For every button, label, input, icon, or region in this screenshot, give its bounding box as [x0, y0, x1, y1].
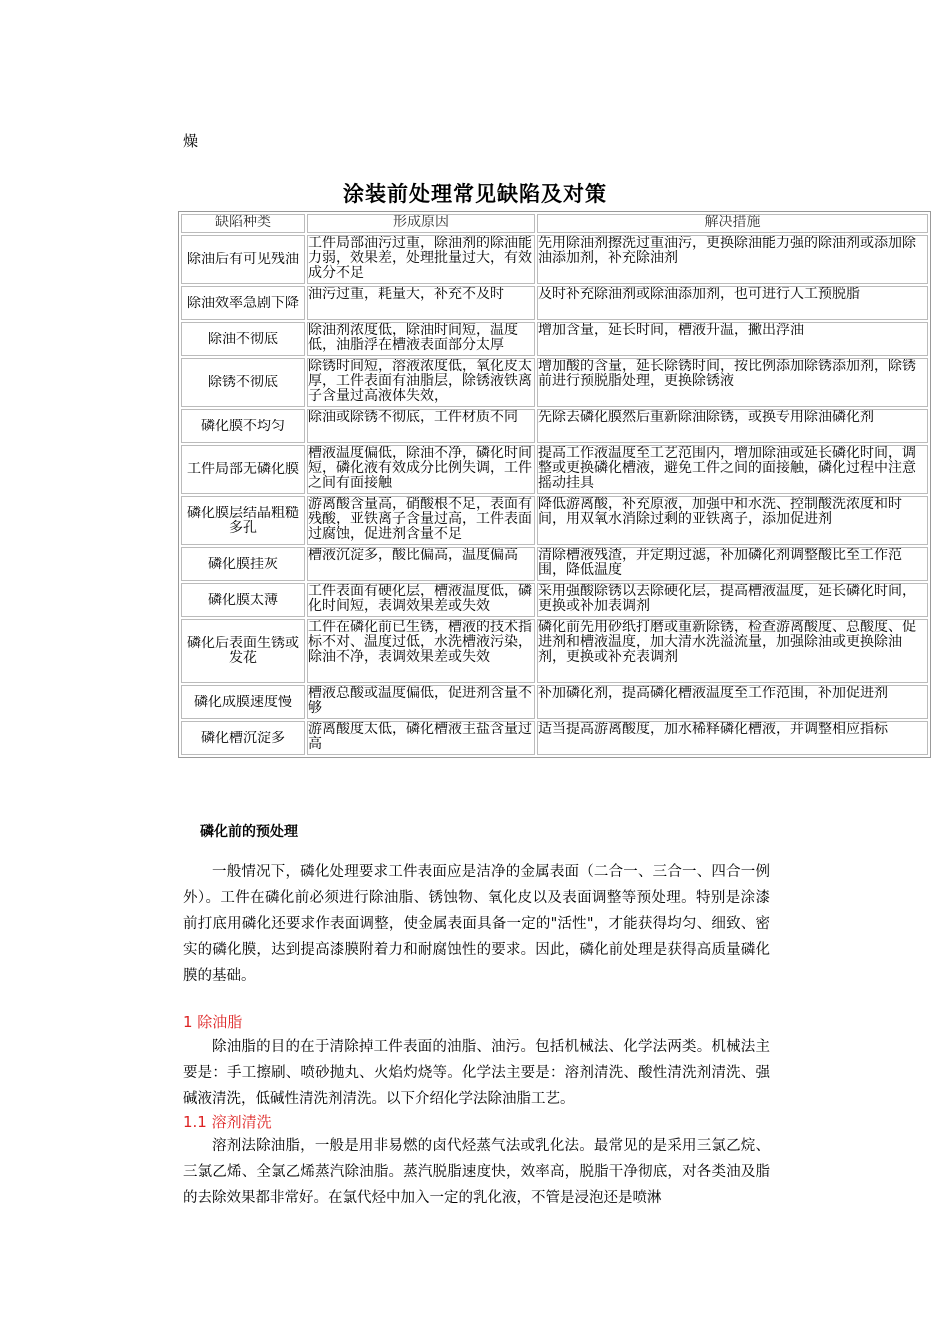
- defect-cell: [181, 583, 305, 617]
- cause-cell-text: 油污过重，耗量大，补充不及时: [308, 287, 504, 302]
- cause-cell: [307, 322, 535, 356]
- defect-cell-text: 磷化膜挂灰: [208, 556, 278, 572]
- fix-cell: [537, 322, 928, 356]
- cause-cell: [307, 235, 535, 284]
- table-row: [181, 496, 928, 545]
- table-row: [181, 547, 928, 581]
- fix-cell-text: 降低游离酸，补充原液，加强中和水洗、控制酸洗浓度和时间，用双氧水消除过剩的亚铁离子，添加促进剂: [538, 497, 902, 527]
- header-cause: 形成原因: [307, 214, 535, 233]
- cause-cell-text: 除油剂浓度低，除油时间短，温度低，油脂浮在槽液表面部分太厚: [308, 323, 518, 353]
- cause-cell-text: 游离酸度太低，磷化槽液主盐含量过高: [308, 722, 532, 752]
- fix-cell-text: 先用除油剂擦洗过重油污，更换除油能力强的除油剂或添加除油添加剂，补充除油剂: [538, 236, 916, 266]
- fix-cell: [537, 685, 928, 719]
- cause-cell: [307, 445, 535, 494]
- table-row: [181, 685, 928, 719]
- fix-cell: [537, 286, 928, 320]
- cause-cell: [307, 409, 535, 443]
- cause-cell: [307, 685, 535, 719]
- fix-cell-text: 提高工作液温度至工艺范围内，增加除油或延长磷化时间，调整或更换磷化槽液，避免工件之间的面接触，磷化过程中注意摇动挂具: [538, 446, 916, 491]
- cause-cell: [307, 358, 535, 407]
- cause-cell: [307, 619, 535, 683]
- table-row: [181, 409, 928, 443]
- paragraph-solvent-cleaning: 溶剂法除油脂，一般是用非易燃的卤代烃蒸气法或乳化法。最常见的是采用三氯乙烷、三氯乙烯、全氯乙烯蒸汽除油脂。蒸汽脱脂速度快，效率高，脱脂干净彻底，对各类油及脂的去除效果都非常好。在氯代烃中加入一定的乳化液，不管是浸泡还是喷淋: [183, 1138, 770, 1206]
- cause-cell: [307, 496, 535, 545]
- defect-cell: [181, 547, 305, 581]
- fix-cell-text: 及时补充除油剂或除油添加剂，也可进行人工预脱脂: [538, 287, 860, 302]
- cause-cell: [307, 721, 535, 755]
- cause-cell-text: 除油或除锈不彻底，工件材质不同: [308, 410, 518, 425]
- cause-cell-text: 工件局部油污过重，除油剂的除油能力弱，效果差，处理批量过大，有效成分不足: [308, 236, 532, 281]
- table-row: [181, 358, 928, 407]
- defect-cell-text: 磷化成膜速度慢: [194, 694, 292, 710]
- fix-cell-text: 增加含量，延长时间，槽液升温，撇出浮油: [538, 323, 804, 338]
- table-row: [181, 445, 928, 494]
- fix-cell: [537, 583, 928, 617]
- table-row: [181, 235, 928, 284]
- fix-cell: [537, 409, 928, 443]
- cause-cell-text: 槽液温度偏低，除油不净，磷化时间短，磷化液有效成分比例失调，工件之间有面接触: [308, 446, 532, 491]
- fix-cell-text: 采用强酸除锈以去除硬化层，提高槽液温度，延长磷化时间，更换或补加表调剂: [538, 584, 916, 614]
- table-title: 涂装前处理常见缺陷及对策: [343, 181, 607, 206]
- fix-cell: [537, 235, 928, 284]
- paragraph-degreasing: 除油脂的目的在于清除掉工件表面的油脂、油污。包括机械法、化学法两类。机械法主要是：手工擦刷、喷砂抛丸、火焰灼烧等。化学法主要是：溶剂清洗、酸性清洗剂清洗、强碱液清洗，低碱性清洗剂清洗。以下介绍化学法除油脂工艺。: [183, 1039, 770, 1107]
- table-row: [181, 583, 928, 617]
- header-defect: 缺陷种类: [181, 214, 305, 233]
- heading-degreasing: 1 除油脂: [183, 1013, 243, 1031]
- defect-cell: [181, 235, 305, 284]
- intro-paragraph: 一般情况下，磷化处理要求工件表面应是洁净的金属表面（二合一、三合一、四合一例外）。工件在磷化前必须进行除油脂、锈蚀物、氧化皮以及表面调整等预处理。特别是涂漆前打底用磷化还要求作表面调整，使金属表面具备一定的"活性"，才能获得均匀、细致、密实的磷化膜，达到提高漆膜附着力和耐腐蚀性的要求。因此，磷化前处理是获得高质量磷化膜的基础。: [183, 864, 770, 984]
- fix-cell: [537, 445, 928, 494]
- defect-cell: [181, 496, 305, 545]
- fix-cell-text: 清除槽液残渣，并定期过滤，补加磷化剂调整酸比至工作范围，降低温度: [538, 548, 902, 578]
- fix-cell: [537, 721, 928, 755]
- defect-cell: [181, 619, 305, 683]
- cause-cell: [307, 583, 535, 617]
- table-row: [181, 322, 928, 356]
- page-fragment-text: 燥: [183, 132, 199, 150]
- defect-cell: [181, 286, 305, 320]
- fix-cell: [537, 619, 928, 683]
- cause-cell-text: 工件在磷化前已生锈，槽液的技术指标不对、温度过低，水洗槽液污染，除油不净，表调效果差或失效: [308, 620, 532, 665]
- fix-cell-text: 增加酸的含量，延长除锈时间，按比例添加除锈添加剂，除锈前进行预脱脂处理，更换除锈液: [538, 359, 916, 389]
- fix-cell: [537, 358, 928, 407]
- table-header-row: [181, 214, 928, 233]
- defect-cell: [181, 409, 305, 443]
- fix-cell-text: 磷化前先用砂纸打磨或重新除锈，检查游离酸度、总酸度、促进剂和槽液温度，加大清水洗溢流量，加强除油或更换除油剂，更换或补充表调剂: [538, 620, 916, 665]
- cause-cell-text: 槽液总酸或温度偏低，促进剂含量不够: [308, 686, 532, 716]
- defect-cell: [181, 358, 305, 407]
- defect-cell-text: 除油不彻底: [208, 331, 278, 347]
- fix-cell: [537, 496, 928, 545]
- defect-cell-text: 除油效率急剧下降: [187, 295, 299, 311]
- defect-cell: [181, 685, 305, 719]
- defect-table-wrapper: [178, 211, 931, 758]
- section-title: 磷化前的预处理: [200, 824, 298, 840]
- fix-cell-text: 补加磷化剂，提高磷化槽液温度至工作范围，补加促进剂: [538, 686, 888, 701]
- cause-cell-text: 除锈时间短，溶液浓度低，氧化皮太厚，工件表面有油脂层，除锈液铁离子含量过高液体失效，: [308, 359, 532, 404]
- fix-cell: [537, 547, 928, 581]
- defect-cell: [181, 721, 305, 755]
- defect-table: [178, 211, 931, 758]
- cause-cell-text: 游离酸含量高，硝酸根不足，表面有残酸，亚铁离子含量过高，工件表面过腐蚀，促进剂含量不足: [308, 497, 532, 542]
- cause-cell-text: 工件表面有硬化层，槽液温度低，磷化时间短，表调效果差或失效: [308, 584, 532, 614]
- defect-cell-text: 磷化膜层结晶粗糙多孔: [187, 505, 299, 536]
- defect-cell-text: 除油后有可见残油: [187, 252, 299, 267]
- fix-cell-text: 先除去磷化膜然后重新除油除锈，或换专用除油磷化剂: [538, 410, 874, 425]
- table-row: [181, 619, 928, 683]
- header-fix: 解决措施: [537, 214, 928, 233]
- heading-solvent-cleaning: 1.1 溶剂清洗: [183, 1113, 272, 1131]
- defect-cell: [181, 322, 305, 356]
- table-row: [181, 721, 928, 755]
- defect-cell-text: 磷化后表面生锈或发花: [187, 636, 299, 666]
- table-row: [181, 286, 928, 320]
- defect-cell-text: 除锈不彻底: [208, 375, 278, 390]
- fix-cell-text: 适当提高游离酸度，加水稀释磷化槽液，并调整相应指标: [538, 722, 888, 737]
- defect-cell-text: 磷化膜太薄: [208, 592, 278, 608]
- defect-cell-text: 工件局部无磷化膜: [187, 462, 299, 477]
- defect-cell: [181, 445, 305, 494]
- defect-cell-text: 磷化膜不均匀: [201, 418, 285, 434]
- cause-cell: [307, 547, 535, 581]
- defect-cell-text: 磷化槽沉淀多: [201, 730, 285, 746]
- cause-cell-text: 槽液沉淀多，酸比偏高，温度偏高: [308, 548, 518, 563]
- cause-cell: [307, 286, 535, 320]
